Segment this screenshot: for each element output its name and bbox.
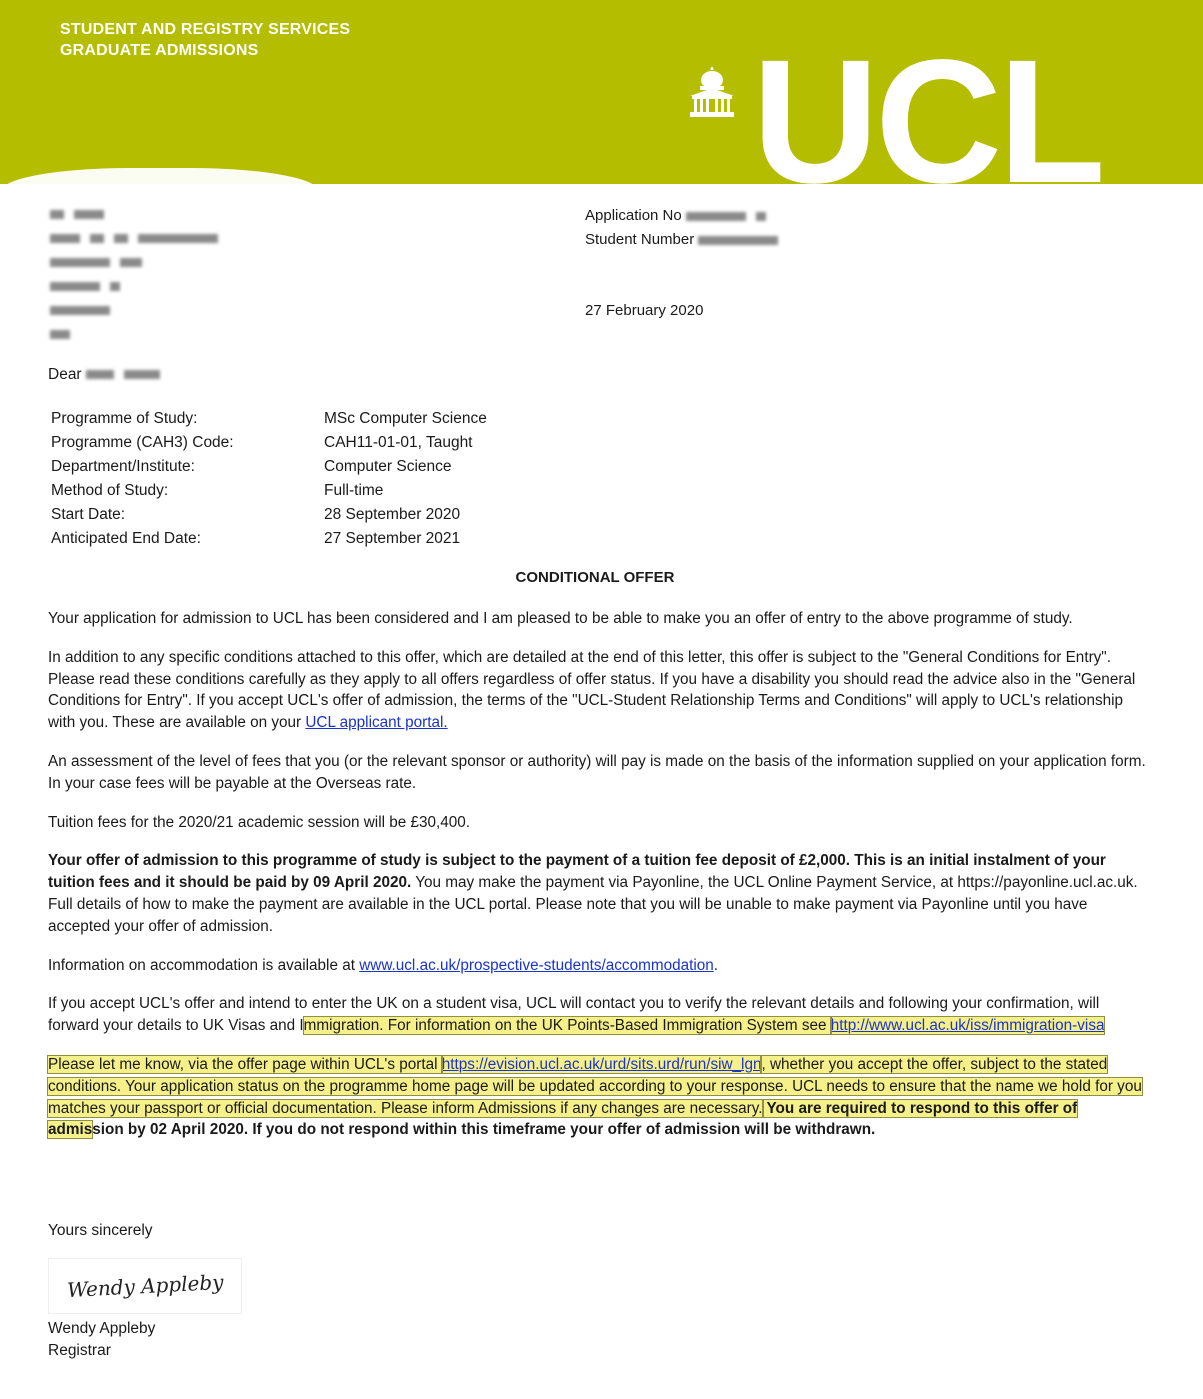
detail-value: MSc Computer Science bbox=[324, 410, 487, 427]
letterhead bbox=[0, 0, 1203, 184]
paragraph-text: . bbox=[713, 956, 719, 974]
detail-row bbox=[51, 503, 487, 527]
deposit-bold: Your offer of admission to this programme of study is subject to the payment of a tuition fee deposit of £2,000. This is an initial instalment of your tuition fees and it should be paid by 09 April 2020. bbox=[48, 852, 1106, 892]
org-line-1: STUDENT AND REGISTRY SERVICES bbox=[60, 21, 351, 38]
paragraph-accommodation bbox=[48, 955, 1146, 977]
signer-name: Wendy Appleby bbox=[48, 1320, 156, 1337]
detail-label: Method of Study: bbox=[51, 482, 169, 499]
signer-title: Registrar bbox=[48, 1342, 111, 1359]
handwritten-signature bbox=[48, 1258, 242, 1314]
deadline-bold-highlighted: You are required to respond to this offer of admis bbox=[48, 1099, 1078, 1139]
deadline-bold: sion by 02 April 2020. If you do not respond within this timeframe your offer of admission will be withdrawn. bbox=[92, 1121, 876, 1139]
letter-date: 27 February 2020 bbox=[585, 302, 704, 319]
detail-row bbox=[51, 431, 487, 455]
paragraph-respond bbox=[48, 1054, 1146, 1141]
paragraph-deposit bbox=[48, 850, 1146, 937]
paragraph-intro: Your application for admission to UCL has been considered and I am pleased to be able to make you an offer of entry to the above programme of study. bbox=[48, 610, 1073, 627]
highlighted-text: mmigration. For information on the UK Points-Based Immigration System see bbox=[303, 1017, 831, 1035]
detail-value: CAH11-01-01, Taught bbox=[324, 434, 473, 451]
detail-label: Anticipated End Date: bbox=[51, 530, 201, 547]
accommodation-link[interactable]: www.ucl.ac.uk/prospective-students/accommodation bbox=[359, 956, 714, 974]
salutation-text: Dear bbox=[48, 366, 82, 383]
paragraph-conditions bbox=[48, 647, 1146, 734]
student-number-label: Student Number bbox=[585, 231, 695, 248]
detail-value: 27 September 2021 bbox=[324, 530, 461, 547]
programme-details bbox=[51, 407, 487, 551]
paragraph-text: You may make the payment via Payonline, the UCL Online Payment Service, at https://payonline.ucl.ac.uk. Full details of how to make the payment are available in the UCL portal. Please note that you will be unable to make payment via Payonline until you have accepted your offer of admission. bbox=[48, 874, 1138, 935]
paragraph-text: Information on accommodation is available at bbox=[48, 956, 360, 974]
detail-label: Department/Institute: bbox=[51, 458, 195, 475]
detail-row bbox=[51, 527, 487, 551]
detail-value: Computer Science bbox=[324, 458, 452, 475]
detail-row bbox=[51, 455, 487, 479]
letterhead-org bbox=[60, 19, 350, 61]
detail-value: Full-time bbox=[324, 482, 384, 499]
reference-block bbox=[585, 204, 788, 252]
highlighted-text: Please let me know, via the offer page within UCL's portal bbox=[48, 1055, 442, 1073]
application-number-label: Application No bbox=[585, 207, 682, 224]
paragraph-text: If you accept UCL's offer and intend to enter the UK on a student visa, UCL will contact you to verify the relevant details and following your confirmation, will forward your details to UK Visas and I bbox=[48, 995, 1100, 1035]
paragraph-text: In addition to any specific conditions attached to this offer, which are detailed at the end of this letter, this offer is subject to the "General Conditions for Entry". Please read these conditions carefully as they apply to all offers regardless of offer status. If you have a disability you should read the advice also in the "General Conditions for Entry". If you accept UCL's offer of admission, the terms of the "UCL-Student Relationship Terms and Conditions" will apply to UCL's relationship with you. These are available on your bbox=[48, 648, 1136, 732]
ucl-portico-icon bbox=[688, 66, 736, 118]
paragraph-visa bbox=[48, 993, 1146, 1037]
signer bbox=[48, 1318, 155, 1362]
org-line-2: GRADUATE ADMISSIONS bbox=[60, 42, 259, 59]
recipient-address-redacted bbox=[50, 206, 228, 350]
applicant-portal-link[interactable]: UCL applicant portal. bbox=[305, 714, 448, 732]
signoff: Yours sincerely bbox=[48, 1222, 153, 1239]
immigration-visa-link[interactable]: http://www.ucl.ac.uk/iss/immigration-visa bbox=[830, 1017, 1105, 1035]
highlighted-text: , whether you accept the offer, subject to the stated conditions. Your application status on the programme home page will be updated according to your response. UCL needs to ensure that the name we hold for you matches your passport or official documentation. Please inform Admissions if any changes are necessary. bbox=[48, 1055, 1142, 1117]
evision-portal-link[interactable]: https://evision.ucl.ac.uk/urd/sits.urd/run/siw_lgn bbox=[441, 1055, 762, 1073]
detail-value: 28 September 2020 bbox=[324, 506, 461, 523]
detail-label: Start Date: bbox=[51, 506, 126, 523]
detail-row bbox=[51, 407, 487, 431]
detail-label: Programme of Study: bbox=[51, 410, 198, 427]
paragraph-tuition: Tuition fees for the 2020/21 academic session will be £30,400. bbox=[48, 813, 471, 831]
letter-body bbox=[48, 608, 1146, 1158]
detail-label: Programme (CAH3) Code: bbox=[51, 434, 234, 451]
signature-text: Wendy Appleby bbox=[66, 1269, 225, 1303]
offer-heading: CONDITIONAL OFFER bbox=[515, 569, 675, 586]
detail-row bbox=[51, 479, 487, 503]
ucl-logo: UCL bbox=[752, 24, 1102, 184]
salutation bbox=[48, 366, 170, 384]
paragraph-fees-assessment: An assessment of the level of fees that you (or the relevant sponsor or authority) will pay is made on the basis of the information supplied on your application form. In your case fees will be payable at the Overseas rate. bbox=[48, 752, 1146, 792]
